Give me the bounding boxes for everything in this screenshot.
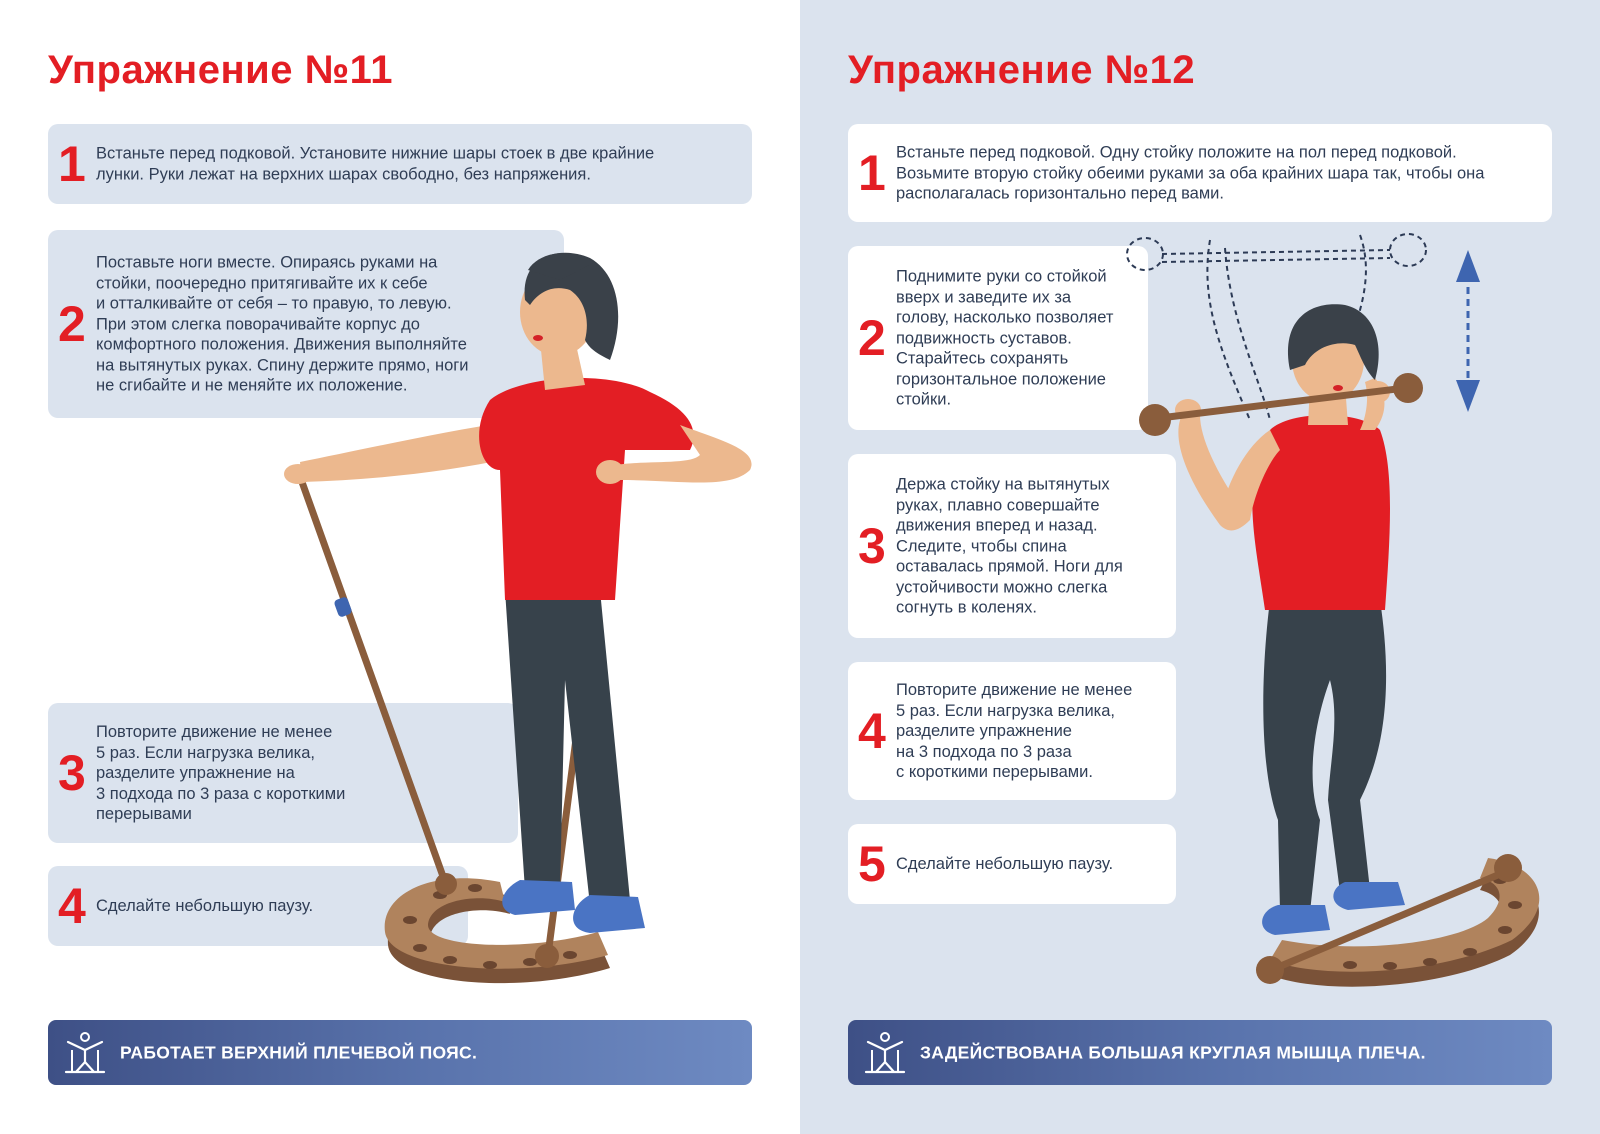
step-number: 5 (858, 836, 886, 892)
step-text: Поставьте ноги вместе. Опираясь руками на стойки, поочередно притягивайте их к себе и отталкивайте от себя – то правую, то левую. При этом слегка поворачивайте корпус до комфортного положения. Движения выполняйте на вытянутых руках. Спину держите прямо, ноги не сгибайте и не меняйте их положение. (96, 253, 469, 395)
step-text: Сделайте небольшую паузу. (896, 854, 1114, 873)
step-text: Держа стойку на вытянутых руках, плавно совершайте движения вперед и назад. Следите, чтобы спина оставалась прямой. Ноги для устойчивости можно слегка согнуть в коленях. (896, 475, 1123, 617)
step-number: 2 (58, 296, 86, 352)
step-number: 4 (58, 878, 86, 934)
step-text: Поднимите руки со стойкой вверх и заведите их за голову, насколько позволяет подвижность суставов. Старайтесь сохранять горизонтальное положение стойки. (896, 267, 1114, 409)
woman-figure (284, 253, 752, 933)
exercise-12-illustration (800, 0, 1600, 1134)
gymnast-logo-icon (862, 1030, 908, 1076)
step-number: 3 (858, 518, 886, 574)
step-number: 1 (858, 145, 886, 201)
exercise-12-panel (800, 0, 1600, 1134)
up-down-arrow-icon (1456, 250, 1480, 412)
step-number: 1 (58, 136, 86, 192)
step-text: Сделайте небольшую паузу. (96, 896, 314, 915)
footer-text: ЗАДЕЙСТВОВАНА БОЛЬШАЯ КРУГЛАЯ МЫШЦА ПЛЕЧА. (920, 1042, 1426, 1062)
step-text: Повторите движение не менее 5 раз. Если нагрузка велика, разделите упражнение на 3 подхода по 3 раза с короткими перерывами. (896, 680, 1133, 781)
step-number: 2 (858, 310, 886, 366)
exercise-12-title: Упражнение №12 (848, 48, 1196, 92)
horseshoe-platform (385, 878, 610, 983)
exercise-11-footer-banner (48, 1020, 752, 1085)
step-text: Повторите движение не менее 5 раз. Если нагрузка велика, разделите упражнение на 3 подхода по 3 раза с короткими перерывами (96, 722, 346, 823)
step-number: 3 (58, 745, 86, 801)
step-text: Встаньте перед подковой. Установите нижние шары стоек в две крайние лунки. Руки лежат на верхних шарах свободно, без напряжения. (96, 144, 655, 183)
exercise-11-title: Упражнение №11 (48, 48, 393, 92)
footer-text: РАБОТАЕТ ВЕРХНИЙ ПЛЕЧЕВОЙ ПОЯС. (120, 1042, 478, 1062)
gymnast-logo-icon (62, 1030, 108, 1076)
step-text: Встаньте перед подковой. Одну стойку положите на пол перед подковой. Возьмите вторую стойку обеими руками за оба крайних шара так, чтобы она располагалась горизонтально перед вами. (896, 143, 1485, 203)
exercise-12-footer-banner (848, 1020, 1552, 1085)
step-number: 4 (858, 703, 886, 759)
